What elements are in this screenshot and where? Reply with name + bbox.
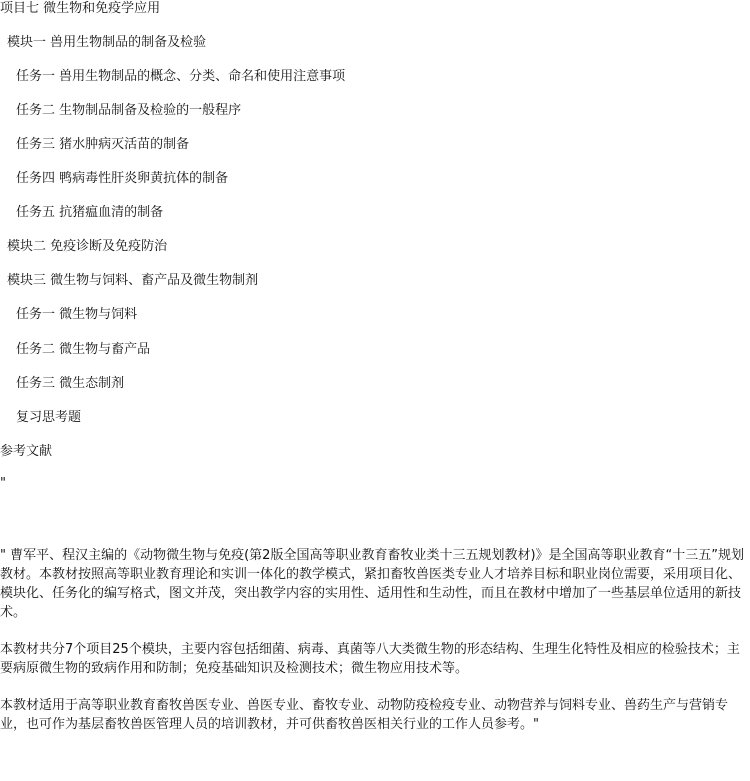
- toc-item: 任务三 微生态制剂: [16, 376, 125, 391]
- toc-item: 任务一 微生物与饲料: [16, 307, 138, 322]
- description-paragraph: " 曹军平、程汉主编的《动物微生物与免疫(第2版全国高等职业教育畜牧业类十三五规划教材)》是全国高等职业教育“十三五”规划教材。本教材按照高等职业教育理论和实训一体化的教学模式，紧扣畜牧兽医类专业人才培养目标和职业岗位需要，采用项目化、模块化、任务化的编写格式，图文并茂，突出教学内容的实用性、适用性和生动性，而且在教材中增加了一些基层单位适用的新技术。: [0, 548, 744, 620]
- toc-item: 任务二 生物制品制备及检验的一般程序: [16, 103, 242, 118]
- toc-item: 任务二 微生物与畜产品: [16, 342, 151, 357]
- toc-item: 模块一 兽用生物制品的制备及检验: [7, 35, 207, 50]
- description-paragraph: 本教材共分7个项目25个模块，主要内容包括细菌、病毒、真菌等八大类微生物的形态结构、生理生化特性及相应的检验技术；主要病原微生物的致病作用和防制；免疫基础知识及检测技术；微生物应用技术等。: [0, 642, 740, 676]
- stray-quote: ": [0, 476, 6, 491]
- toc-item: 任务三 猪水肿病灭活苗的制备: [16, 137, 190, 152]
- toc-item: 任务五 抗猪瘟血清的制备: [16, 205, 164, 220]
- description-paragraph: 本教材适用于高等职业教育畜牧兽医专业、兽医专业、畜牧专业、动物防疫检疫专业、动物营养与饲料专业、兽药生产与营销专业，也可作为基层畜牧兽医管理人员的培训教材，并可供畜牧兽医相关行业的工作人员参考。": [0, 698, 729, 732]
- toc-item: 复习思考题: [16, 410, 82, 425]
- toc-item: 任务四 鸭病毒性肝炎卵黄抗体的制备: [16, 171, 229, 186]
- toc-item: 模块二 免疫诊断及免疫防治: [7, 239, 168, 254]
- toc-item: 参考文献: [0, 444, 53, 459]
- toc-item: 项目七 微生物和免疫学应用: [0, 1, 161, 16]
- toc-item: 模块三 微生物与饲料、畜产品及微生物制剂: [7, 273, 259, 288]
- toc-item: 任务一 兽用生物制品的概念、分类、命名和使用注意事项: [16, 69, 346, 84]
